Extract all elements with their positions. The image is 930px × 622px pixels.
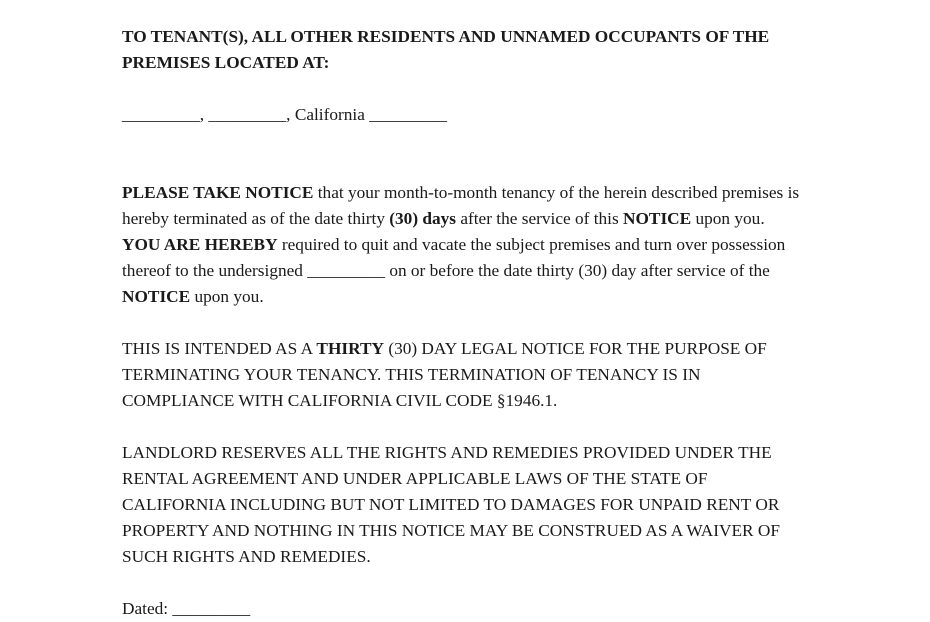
thirty-word: THIRTY	[316, 339, 384, 358]
premises-address-line	[122, 102, 802, 128]
paragraph-text: that your month-to-month tenancy of the herein described premises is hereby terminated as of the date thirty	[122, 183, 800, 228]
notice-heading: TO TENANT(S), ALL OTHER RESIDENTS AND UNNAMED OCCUPANTS OF THE PREMISES LOCATED AT:	[122, 27, 770, 72]
paragraph-text: required to quit and vacate the subject premises and turn over possession thereof to the undersigned _________ on or before the date thirty (30) day after service of the	[122, 235, 786, 280]
paragraph-text: (30) DAY LEGAL NOTICE FOR THE PURPOSE OF TERMINATING YOUR TENANCY. THIS TERMINATION OF TENANCY IS IN COMPLIANCE WITH CALIFORNIA CIVIL CODE §1946.1.	[122, 339, 767, 410]
notice-paragraph-termination	[122, 180, 802, 310]
paragraph-text: after the service of this	[456, 209, 623, 228]
address-street-blank[interactable]: _________	[122, 105, 200, 124]
dated-blank[interactable]: _________	[172, 599, 251, 618]
paragraph-text: upon you.	[691, 209, 765, 228]
please-take-notice-text: PLEASE TAKE NOTICE	[122, 183, 314, 202]
paragraph-text: upon you.	[190, 287, 264, 306]
dated-line	[122, 596, 802, 622]
address-separator: ,	[199, 105, 209, 124]
notice-paragraph-legal-notice	[122, 336, 802, 414]
thirty-days-text: (30) days	[389, 209, 457, 228]
notice-word: NOTICE	[122, 287, 191, 306]
notice-paragraph-rights-reserved: LANDLORD RESERVES ALL THE RIGHTS AND REMEDIES PROVIDED UNDER THE RENTAL AGREEMENT AND UNDER APPLICABLE LAWS OF THE STATE OF CALIFORNIA INCLUDING BUT NOT LIMITED TO DAMAGES FOR UNPAID RENT OR PROPERTY AND NOTHING IN THIS NOTICE MAY BE CONSTRUED AS A WAIVER OF SUCH RIGHTS AND REMEDIES.	[122, 443, 780, 566]
you-are-hereby-text: YOU ARE HEREBY	[122, 235, 278, 254]
notice-document	[122, 24, 802, 622]
address-state-label: , California	[286, 105, 370, 124]
address-city-blank[interactable]: _________	[208, 105, 287, 124]
address-zip-blank[interactable]: _________	[369, 105, 447, 124]
notice-word: NOTICE	[623, 209, 692, 228]
dated-label: Dated:	[122, 599, 173, 618]
paragraph-text: THIS IS INTENDED AS A	[122, 339, 317, 358]
